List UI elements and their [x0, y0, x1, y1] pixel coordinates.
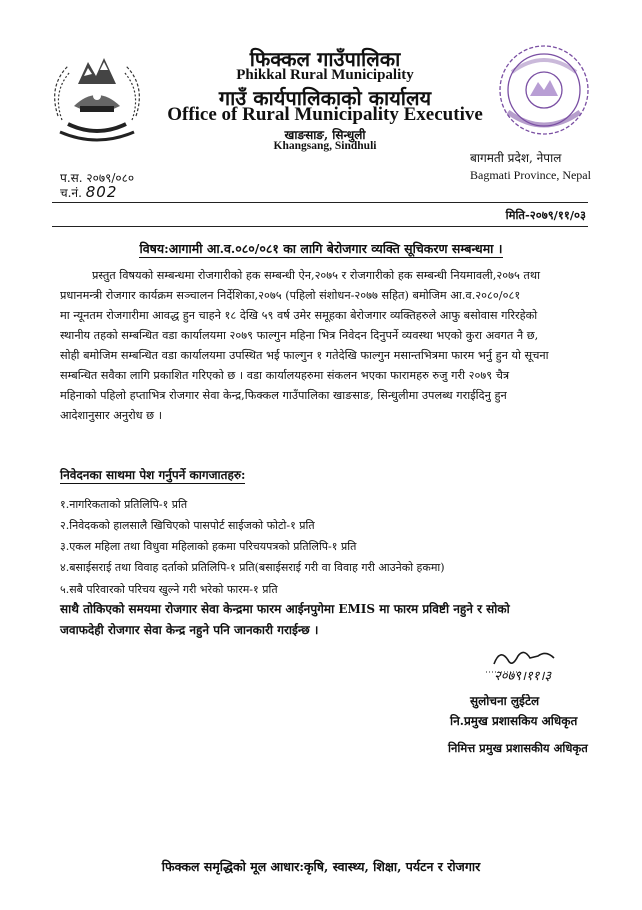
dispatch-label: च.नं.	[60, 186, 82, 200]
closing-note-line: साथै तोकिएको समयमा रोजगार सेवा केन्द्रमा फारम आईनपुगेमा EMIS मा फारम प्रविष्टी नहुने र सोको	[60, 602, 510, 616]
body-line: सम्बन्धित सवैका लागि प्रकाशित गरिएको छ । वडा कार्यालयहरुमा संकलन भएका फारामहरु रुजु गरी २०७९ चैत्र	[60, 369, 510, 382]
office-name-en: Office of Rural Municipality Executive	[167, 104, 483, 125]
letter-subject	[0, 240, 642, 257]
document-item: १.नागरिकताको प्रतिलिपि-१ प्रति	[60, 498, 188, 511]
nepal-emblem-icon	[38, 46, 156, 156]
letter-date: मिति-२०७९/११/०३	[505, 208, 586, 222]
signatory-name: सुलोचना लुईटेल	[470, 694, 540, 708]
province-en: Bagmati Province, Nepal	[470, 168, 591, 182]
municipality-seal-icon	[488, 42, 600, 142]
body-line: महिनाको पहिलो हप्ताभित्र रोजगार सेवा केन्द्र,फिक्कल गाउँपालिका खाङसाङ, सिन्धुलीमा उपलब्ध गराईदिनु हुन	[60, 389, 507, 402]
body-line: मा न्यूनतम रोजगारीमा आवद्ध हुन चाहने १८ देखि ५९ वर्ष उमेर समूहका बेरोजगार व्यक्तिहरुले आफु बसोवास गरिरहेको	[60, 309, 538, 322]
body-line: प्रस्तुत विषयको सम्बन्धमा रोजगारीको हक सम्बन्धी ऐन,२०७५ र रोजगारीको हक सम्बन्धी नियमावली,२०७५ तथा	[92, 269, 540, 282]
location-np: खाङसाङ, सिन्धुली	[284, 128, 366, 142]
dispatch-reference	[60, 183, 117, 201]
divider-top	[52, 202, 588, 203]
document-item: ५.सबै परिवारको परिचय खुल्ने गरी भरेको फारम-१ प्रति	[60, 583, 278, 596]
location-en: Khangsang, Sindhuli	[273, 140, 377, 152]
municipality-name-np: फिक्कल गाउँपालिका	[249, 47, 401, 71]
signatory-title: नि.प्रमुख प्रशासकिय अधिकृत	[450, 714, 578, 728]
body-line: स्थानीय तहको सम्बन्धित वडा कार्यालयमा २०७९ फाल्गुन महिना भित्र निवेदन दिनुपर्ने व्यवस्था भएको कुरा अवगत नै छ,	[60, 329, 539, 342]
province-np: बागमती प्रदेश, नेपाल	[470, 151, 562, 165]
body-line: आदेशानुसार अनुरोध छ ।	[60, 409, 162, 422]
letter-subject-text: विषय:आगामी आ.व.०८०/०८१ का लागि बेरोजगार व्यक्ति सूचिकरण सम्बन्धमा ।	[139, 241, 503, 256]
documents-heading	[60, 466, 245, 483]
closing-note-line: जवाफदेही रोजगार सेवा केन्द्र नहुने पनि जानकारी गराईन्छ ।	[60, 623, 319, 637]
document-item: ४.बसाईसराई तथा विवाह दर्ताको प्रतिलिपि-१ प्रति(बसाईसराई गरी वा विवाह गरी आउनेको हकमा)	[60, 561, 445, 574]
office-name-np: गाउँ कार्यपालिकाको कार्यालय	[218, 86, 432, 110]
documents-heading-text: निवेदनका साथमा पेश गर्नुपर्ने कागजातहरु:	[60, 468, 246, 482]
document-item: ३.एकल महिला तथा विधुवा महिलाको हकमा परिचयपत्रको प्रतिलिपि-१ प्रति	[60, 540, 357, 553]
signature-date: २०७९।११।३	[494, 669, 552, 684]
divider-bottom	[52, 226, 588, 227]
fiscal-year-reference: प.स. २०७९/०८०	[60, 171, 135, 185]
document-item: २.निवेदकको हालसालै खिचिएको पासपोर्ट साईजको फोटो-१ प्रति	[60, 519, 315, 532]
municipality-name-en: Phikkal Rural Municipality	[236, 67, 414, 83]
footer-slogan: फिक्कल समृद्धिको मूल आधार:कृषि, स्वास्थ्य, शिक्षा, पर्यटन र रोजगार	[161, 859, 481, 874]
body-line: सोही बमोजिम सम्बन्धित वडा कार्यालयमा उपस्थित भई फाल्गुन १ गतेदेखि फाल्गुन मसान्तभित्रमा फारम भर्नु हुन यो सूचना	[60, 349, 549, 362]
body-line: प्रधानमन्त्री रोजगार कार्यक्रम सञ्चालन निर्देशिका,२०७५ (पहिलो संशोधन-२०७७ सहित) बमोजिम आ.व.२०८०/०८१	[60, 289, 521, 302]
signatory-stamp: निमित्त प्रमुख प्रशासकीय अधिकृत	[448, 741, 588, 755]
dispatch-number: 802	[85, 183, 118, 201]
